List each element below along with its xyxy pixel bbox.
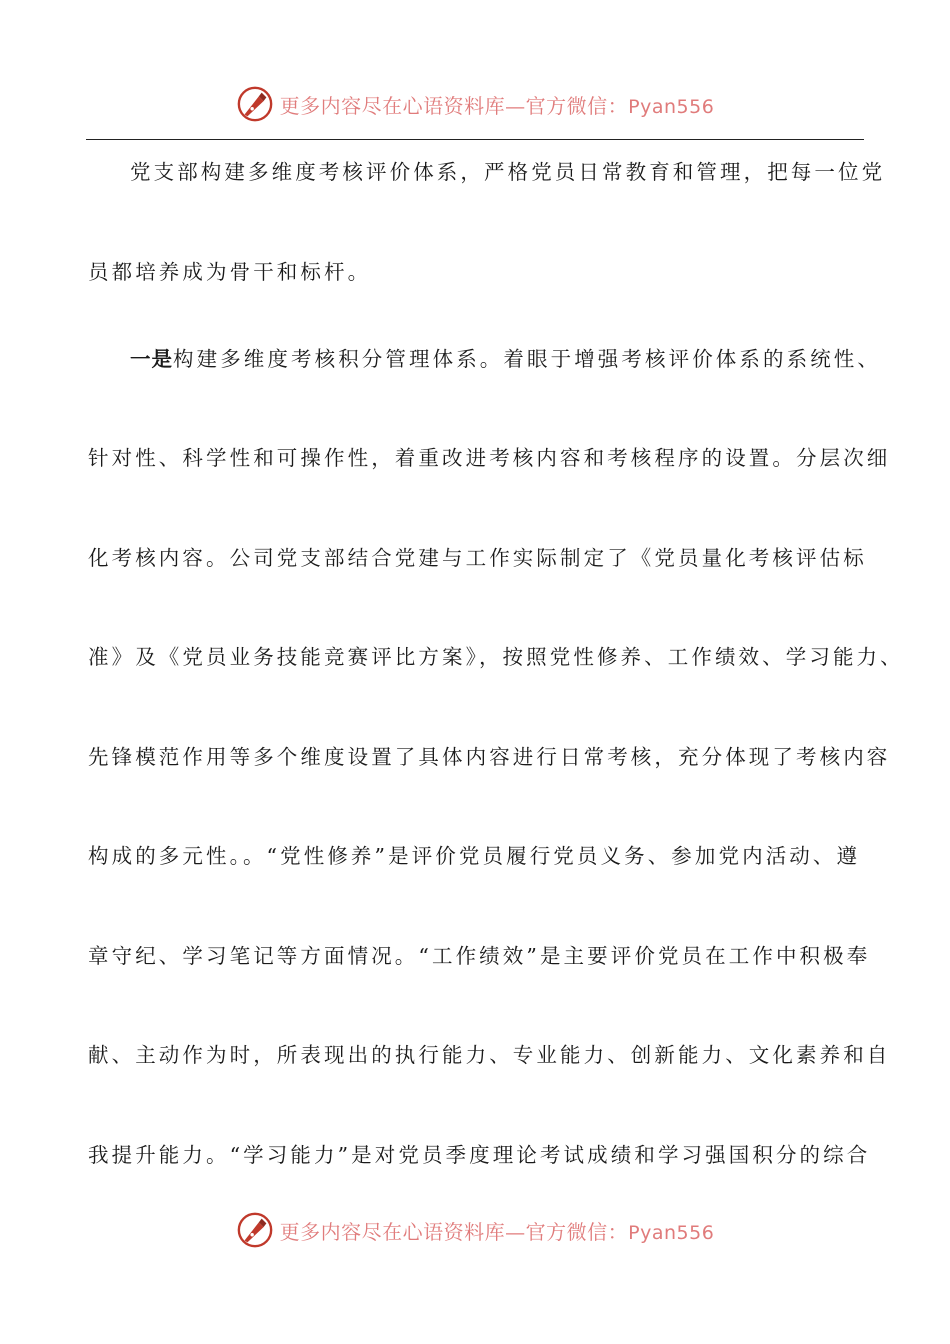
lead-bold-text: 一是 (130, 347, 173, 371)
paragraph-2-line-7: 章守纪、学习笔记等方面情况。“工作绩效”是主要评价党员在工作中积极奉 (88, 944, 871, 968)
pen-nib-icon (236, 1211, 274, 1249)
paragraph-1-line-2: 员都培养成为骨干和标杆。 (88, 260, 372, 284)
pen-nib-icon (236, 85, 274, 123)
header-banner (0, 84, 950, 124)
paragraph-2-line-1-text: 构建多维度考核积分管理体系。着眼于增强考核评价体系的系统性、 (173, 347, 881, 371)
paragraph-2-line-4: 准》及《党员业务技能竞赛评比方案》，按照党性修养、工作绩效、学习能力、 (88, 645, 904, 669)
footer-banner (0, 1210, 950, 1250)
paragraph-2-line-2: 针对性、科学性和可操作性，着重改进考核内容和考核程序的设置。分层次细 (88, 446, 891, 470)
banner-text: 更多内容尽在心语资料库—官方微信：Pyan556 (279, 93, 715, 118)
paragraph-2-line-9: 我提升能力。“学习能力”是对党员季度理论考试成绩和学习强国积分的综合 (88, 1143, 871, 1167)
paragraph-2-line-6: 构成的多元性。。“党性修养”是评价党员履行党员义务、参加党内活动、遵 (88, 844, 861, 868)
paragraph-2-line-5: 先锋模范作用等多个维度设置了具体内容进行日常考核，充分体现了考核内容 (88, 745, 891, 769)
banner-text: 更多内容尽在心语资料库—官方微信：Pyan556 (279, 1219, 715, 1244)
paragraph-2-line-3: 化考核内容。公司党支部结合党建与工作实际制定了《党员量化考核评估标 (88, 546, 867, 570)
paragraph-2-line-1 (130, 344, 920, 374)
paragraph-2-line-8: 献、主动作为时，所表现出的执行能力、专业能力、创新能力、文化素养和自 (88, 1043, 891, 1067)
header-divider (86, 139, 864, 140)
paragraph-1-line-1: 党支部构建多维度考核评价体系，严格党员日常教育和管理，把每一位党 (130, 160, 886, 184)
